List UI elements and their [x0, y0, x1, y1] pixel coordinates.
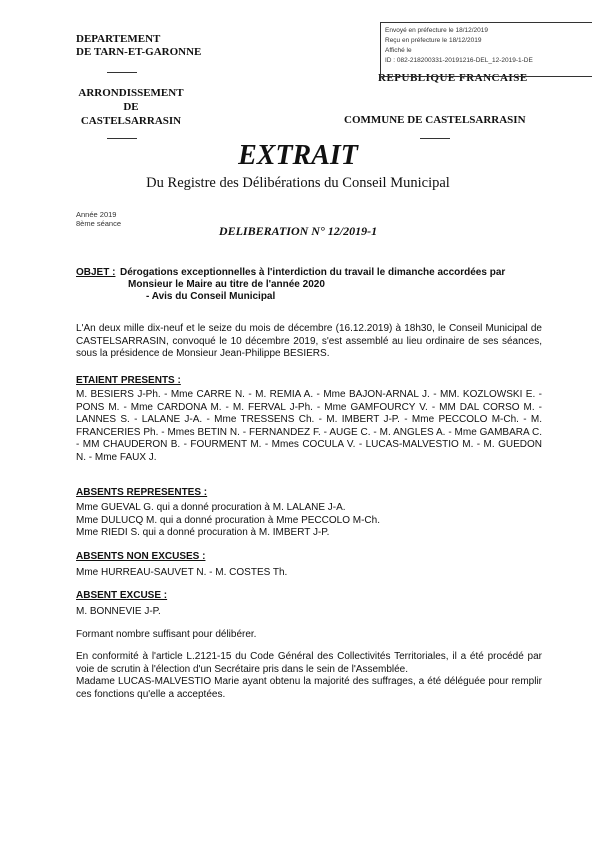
department-line-1: DEPARTEMENT — [76, 33, 161, 45]
divider — [420, 138, 450, 139]
session-year: Année 2019 — [76, 210, 117, 219]
divider — [107, 72, 137, 73]
arrondissement-block — [76, 86, 186, 128]
divider — [107, 138, 137, 139]
secretary-paragraph: Madame LUCAS-MALVESTIO Marie ayant obtenu la majorité des suffrages, a été déléguée pour remplir ces fonctions qu'elle a acceptées. — [76, 676, 542, 700]
excused-heading: ABSENT EXCUSE : — [76, 590, 168, 601]
not-excused-list: Mme HURREAU-SAUVET N. - M. COSTES Th. — [76, 567, 288, 578]
objet-label: OBJET : — [76, 267, 116, 278]
conformity-paragraph: En conformité à l'article L.2121-15 du Code Général des Collectivités Territoriales, il a été procédé par voie de scrutin à l'élection d'un Secrétaire pris dans le sein de l'Assemblée. — [76, 651, 542, 675]
arrondissement-line-2: DE — [123, 101, 139, 113]
represented-heading: ABSENTS REPRESENTES : — [76, 487, 208, 498]
presents-heading: ETAIENT PRESENTS : — [76, 375, 181, 386]
not-excused-heading: ABSENTS NON EXCUSES : — [76, 551, 206, 562]
quorum-text: Formant nombre suffisant pour délibérer. — [76, 629, 257, 640]
arrondissement-line-1: ARRONDISSEMENT — [78, 87, 184, 99]
list-item: Mme GUEVAL G. qui a donné procuration à M. LALANE J-A. — [76, 502, 346, 513]
list-item: Mme RIEDI S. qui a donné procuration à M. IMBERT J-P. — [76, 527, 330, 538]
stamp-line-4: ID : 082-218200331-20191216-DEL_12-2019-1-DE — [385, 57, 533, 64]
represented-list — [76, 502, 542, 540]
excused-list: M. BONNEVIE J-P. — [76, 606, 161, 617]
stamp-line-3: Affiché le — [385, 47, 412, 54]
department-block — [76, 33, 201, 59]
stamp-line-1: Envoyé en préfecture le 18/12/2019 — [385, 27, 488, 34]
stamp-line-2: Reçu en préfecture le 18/12/2019 — [385, 37, 482, 44]
prefecture-stamp — [380, 22, 592, 77]
objet-text: Dérogations exceptionnelles à l'interdiction du travail le dimanche accordées par Monsieur le Maire au titre de l'année 2020 — [120, 267, 506, 290]
arrondissement-line-3: CASTELSARRASIN — [80, 115, 182, 127]
presents-list: M. BESIERS J-Ph. - Mme CARRE N. - M. REMIA A. - Mme BAJON-ARNAL J. - MM. KOZLOWSKI E. - PONS M. - Mme CARDONA M. - M. FERVAL J-Ph. - Mme GAMFOURCY V. - MM DAL CORSO M. - LANNES S. - LALANE J-A. - Mme TRESSENS Ch. - M. IMBERT J-P. - Mme PECCOLO M-Ch. - M. FRANCERIES Ph. - Mmes BETIN N. - FERNANDEZ F. - AUGE C. - M. ANGLES A. - Mme GAMBARA C. - MM CHAUDERON B. - FOURMENT M. - Mmes COCULA V. - LUCAS-MALVESTIO M. - M. GUEDON N. - Mme FAUX J. — [76, 389, 542, 463]
republic-heading: REPUBLIQUE FRANCAISE — [378, 72, 528, 84]
document-subtitle: Du Registre des Délibérations du Conseil Municipal — [146, 175, 450, 191]
document-title: EXTRAIT — [238, 140, 358, 171]
department-line-2: DE TARN-ET-GARONNE — [76, 46, 202, 58]
objet-subtext: - Avis du Conseil Municipal — [146, 291, 276, 302]
list-item: Mme DULUCQ M. qui a donné procuration à Mme PECCOLO M-Ch. — [76, 514, 380, 526]
objet-block — [76, 267, 546, 303]
commune-heading: COMMUNE DE CASTELSARRASIN — [344, 114, 526, 126]
deliberation-number: DELIBERATION N° 12/2019-1 — [218, 224, 378, 238]
intro-paragraph: L'An deux mille dix-neuf et le seize du mois de décembre (16.12.2019) à 18h30, le Conseil Municipal de CASTELSARRASIN, convoqué le 10 décembre 2019, s'est assemblé au lieu ordinaire de ses séances, sous la présidence de Monsieur Jean-Philippe BESIERS. — [76, 323, 542, 359]
session-number: 8ème séance — [76, 219, 122, 228]
